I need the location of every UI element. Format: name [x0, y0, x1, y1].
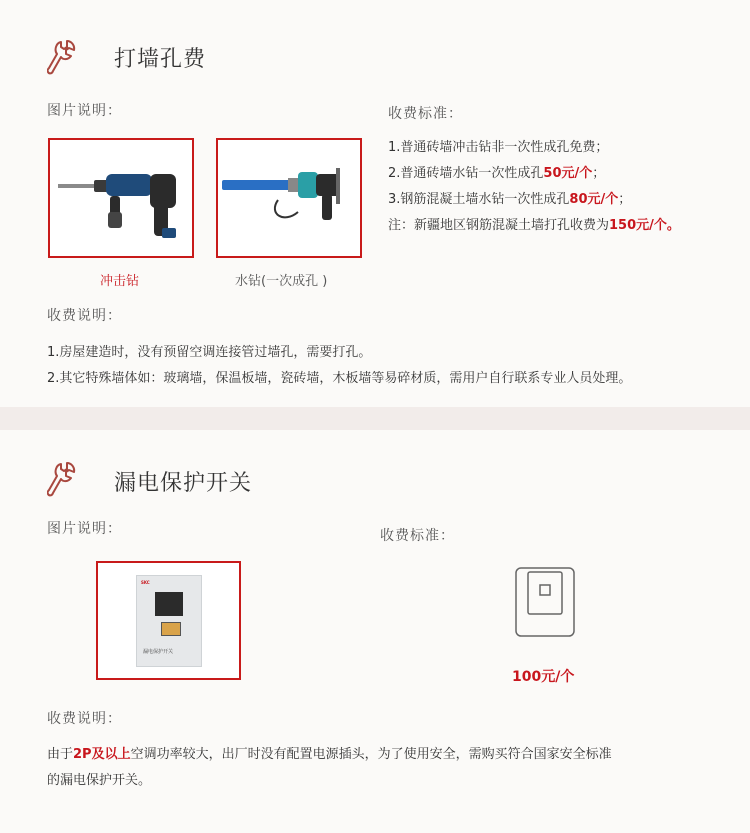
- note-line-1: 1.房屋建造时，没有预留空调连接管过墙孔，需要打孔。: [47, 345, 372, 360]
- leakage-switch-photo: [96, 561, 241, 680]
- wrench-icon: [47, 460, 77, 500]
- standard-label: 收费标准：: [388, 106, 463, 122]
- switch-window: [155, 592, 183, 616]
- price-80: 80元/个: [569, 192, 619, 207]
- core-drill-photo: [216, 138, 362, 258]
- image-label: 图片说明：: [47, 521, 122, 537]
- hammer-drill-photo: [48, 138, 194, 258]
- price-50: 50元/个: [543, 166, 593, 181]
- switch-plate: 漏电保护开关: [143, 649, 174, 655]
- section-title: 打墙孔费: [114, 47, 207, 72]
- switch-lever: [161, 622, 181, 636]
- core-drill-image: [218, 140, 360, 256]
- notes-label: 收费说明：: [47, 711, 122, 727]
- socket-icon: [514, 565, 576, 639]
- price-150: 150元/个: [609, 218, 667, 233]
- standard-line-3: 3.钢筋混凝土墙水钻一次性成孔80元/个；: [388, 192, 632, 207]
- hammer-drill-image: [50, 140, 192, 256]
- section-leakage-switch: [0, 430, 750, 833]
- standard-note: 注：新疆地区钢筋混凝土墙打孔收费为150元/个。: [388, 218, 680, 233]
- wrench-icon: [47, 38, 77, 78]
- switch-price: 100元/个: [512, 669, 575, 685]
- standard-line-2: 2.普通砖墙水钻一次性成孔50元/个；: [388, 166, 606, 181]
- note-line-2: 的漏电保护开关。: [47, 773, 152, 788]
- section-title: 漏电保护开关: [114, 471, 253, 496]
- section-wall-hole: [0, 0, 750, 407]
- note-highlight: 2P及以上: [73, 747, 131, 762]
- switch-body: [136, 575, 202, 667]
- image-label: 图片说明：: [47, 103, 122, 119]
- hammer-drill-caption: 冲击钻: [100, 274, 140, 289]
- notes-label: 收费说明：: [47, 308, 122, 324]
- standard-line-1: 1.普通砖墙冲击钻非一次性成孔免费；: [388, 140, 609, 155]
- switch-brand: SKC: [141, 580, 150, 585]
- note-line-2: 2.其它特殊墙体如：玻璃墙，保温板墙，瓷砖墙，木板墙等易碎材质，需用户自行联系专业人员处理。: [47, 371, 632, 386]
- standard-label: 收费标准：: [380, 528, 455, 544]
- core-drill-caption: 水钻(一次成孔 ): [235, 274, 328, 289]
- note-line-1: 由于2P及以上空调功率较大，出厂时没有配置电源插头，为了使用安全，需购买符合国家安全标准: [47, 747, 612, 762]
